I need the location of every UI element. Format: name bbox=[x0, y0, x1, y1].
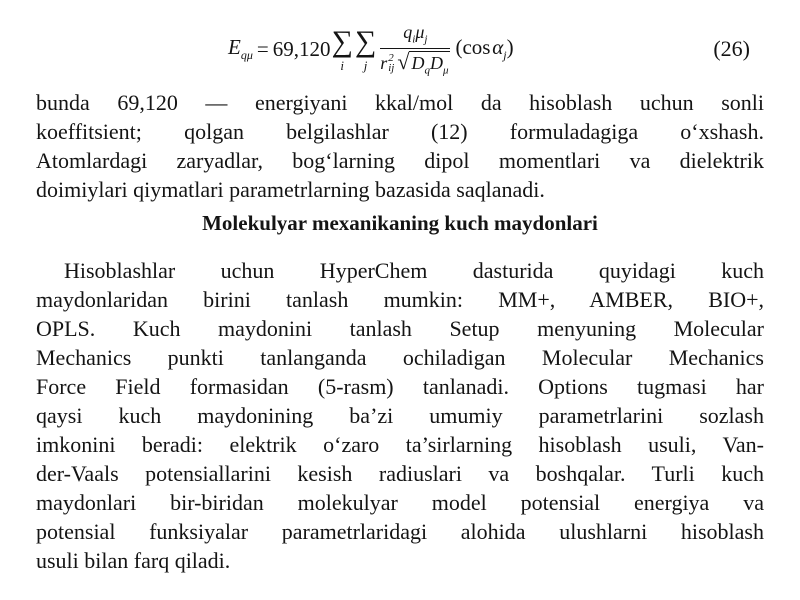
text-line: bunda 69,120 — energiyani kkal/mol da hisoblash uchun sonli bbox=[36, 90, 764, 115]
text-line: doimiylari qiymatlari parametrlarning bazasida saqlanadi. bbox=[36, 177, 545, 202]
text-line: Hisoblashlar uchun HyperChem dasturida quyidagi kuch bbox=[64, 258, 764, 283]
section-heading: Molekulyar mexanikaning kuch maydonlari bbox=[202, 211, 598, 235]
text-line: OPLS. Kuch maydonini tanlash Setup menyuning Molecular bbox=[36, 316, 764, 341]
sum-over-j: ∑ j bbox=[354, 24, 377, 73]
equation-26 bbox=[0, 10, 800, 84]
sum-over-i: ∑ i bbox=[331, 24, 353, 73]
text-line: koeffitsient; qolgan belgilashlar (12) formuladagiga o‘xshash. bbox=[36, 119, 764, 144]
text-line: qaysi kuch maydonining ba’zi umumiy parametrlarini sozlash bbox=[36, 403, 764, 428]
text-line: usuli bilan farq qiladi. bbox=[36, 548, 231, 573]
text-line: Atomlardagi zaryadlar, bog‘larning dipol momentlari va dielektrik bbox=[36, 148, 764, 173]
square-root: √ $D_qD_\mu$ bbox=[397, 48, 449, 77]
text-line: potensial funksiyalar parametrlaridagi alohida ulushlarni hisoblash bbox=[36, 519, 764, 544]
text-line: maydonlaridan birini tanlash mumkin: MM+, AMBER, BIO+, bbox=[36, 287, 764, 312]
fraction bbox=[380, 22, 450, 76]
text-line: Force Field formasidan (5-rasm) tanlanadi. Options tugmasi har bbox=[36, 374, 764, 399]
text-line: Mechanics punkti tanlanganda ochiladigan Molecular Mechanics bbox=[36, 345, 764, 370]
equals-sign: = bbox=[256, 36, 269, 61]
text-line: imkonini beradi: elektrik o‘zaro ta’sirlarning hisoblash usuli, Van- bbox=[36, 432, 764, 457]
fraction-denominator: r 2 ij √ $D_qD_\mu$ bbox=[380, 48, 449, 77]
fraction-numerator: $q_i\mu_j$ bbox=[403, 21, 428, 46]
text-line: maydonlari bir-biridan molekulyar model potensial energiya va bbox=[36, 490, 764, 515]
equation-body bbox=[228, 16, 514, 82]
text-line: der-Vaals potensiallarini kesish radiuslari va boshqalar. Turli kuch bbox=[36, 461, 764, 486]
equation-number: (26) bbox=[713, 36, 750, 61]
cosine-term: (cos $\alpha_j$) bbox=[455, 34, 514, 63]
energy-symbol: $E_{q\mu}$ bbox=[228, 35, 253, 62]
coefficient: 69,120 bbox=[272, 36, 331, 61]
